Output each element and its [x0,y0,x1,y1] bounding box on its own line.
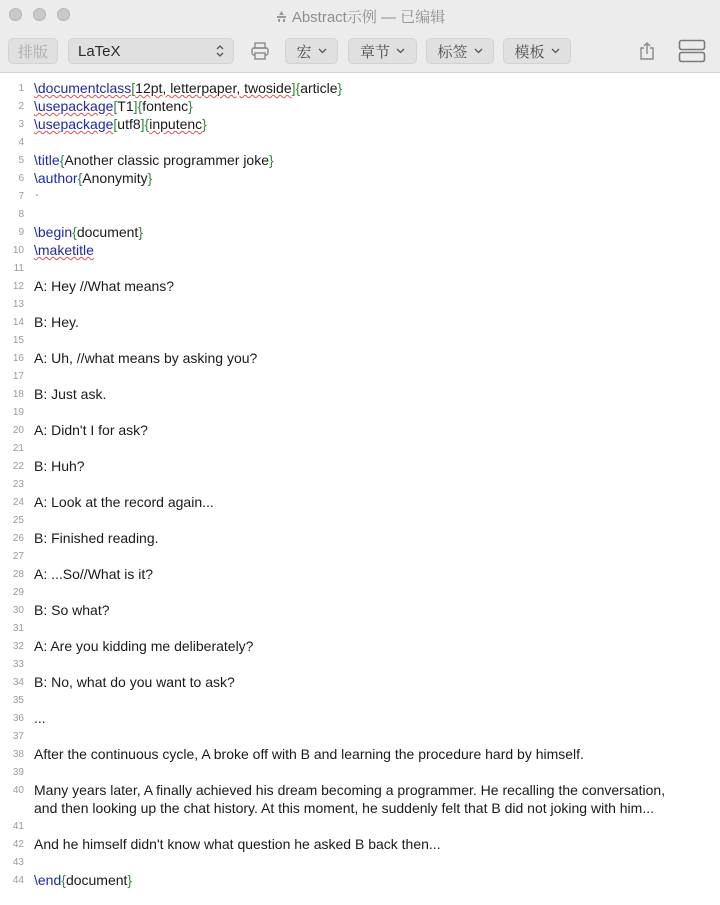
code-line [0,547,720,565]
line-number: 6 [18,173,24,184]
line-number: 43 [12,857,24,868]
code-line [0,241,720,259]
code-line [0,835,720,853]
line-number: 25 [12,515,24,526]
argument: Anonymity [82,170,148,186]
argument: article [300,80,338,96]
chevron-down-icon [318,48,327,54]
window-title [0,6,720,27]
line-number: 3 [18,119,24,130]
line-content: Many years later, A finally achieved his dream becoming a programmer. He recalling the conversation, [34,782,666,798]
code-line [0,313,720,331]
code-line [0,295,720,313]
line-content: B: Just ask. [34,386,107,402]
line-number: 24 [12,497,24,508]
code-line [0,727,720,745]
code-line [0,457,720,475]
bracket: ]{ [291,80,301,96]
share-icon [639,41,655,61]
line-content: B: Finished reading. [34,530,159,546]
argument: Another classic programmer joke [64,152,270,168]
line-number: 1 [18,83,24,94]
code-line [0,79,720,97]
line-content [34,97,193,115]
argument: fontenc [142,98,189,114]
line-number: 27 [12,551,24,562]
line-number: 19 [12,407,24,418]
bracket: { [77,170,83,186]
code-line [0,817,720,835]
line-content [34,871,132,889]
tag-label: 标签 [437,43,468,61]
line-content [34,241,94,259]
code-line [0,619,720,637]
bracket: } [127,872,133,888]
print-button[interactable] [248,40,272,62]
code-line [0,169,720,187]
line-content: And he himself didn't know what question he asked B back then... [34,836,441,852]
line-number: 39 [12,767,24,778]
line-number: 32 [12,641,24,652]
bracket: } [269,152,274,168]
line-number: 37 [12,731,24,742]
line-number: 9 [18,227,24,238]
line-number: 28 [12,569,24,580]
line-content: A: Uh, //what means by asking you? [34,350,258,366]
line-number: 29 [12,587,24,598]
chevron-down-icon [551,48,560,54]
code-line [0,277,720,295]
line-number: 15 [12,335,24,346]
code-line [0,781,720,799]
code-line [0,223,720,241]
code-line [0,853,720,871]
line-number: 21 [12,443,24,454]
bracket: { [59,152,65,168]
line-number: 41 [12,821,24,832]
code-line [0,511,720,529]
line-content [34,169,152,187]
bracket: } [337,80,343,96]
code-line [0,151,720,169]
code-line [0,709,720,727]
chevron-down-icon [474,48,483,54]
line-number: 14 [12,317,24,328]
latex-command: \maketitle [34,242,94,258]
latex-command: \begin [34,224,73,240]
code-line [0,97,720,115]
code-line [0,367,720,385]
line-number: 18 [12,389,24,400]
code-line [0,691,720,709]
macro-label: 宏 [296,43,312,61]
latex-command: \documentclass [34,80,132,96]
code-line [0,439,720,457]
line-content [34,151,274,169]
code-line [0,745,720,763]
argument: document [65,872,128,888]
line-number: 42 [12,839,24,850]
chevron-down-icon [396,48,405,54]
line-number: 35 [12,695,24,706]
line-number: 44 [12,875,24,886]
line-content: B: Huh? [34,458,85,474]
tag-menu-button[interactable] [426,38,494,64]
code-line [0,529,720,547]
source-editor[interactable] [0,73,720,905]
typeset-button[interactable] [8,38,58,64]
share-button[interactable] [636,38,658,64]
line-number: 12 [12,281,24,292]
line-number: 36 [12,713,24,724]
line-number: 22 [12,461,24,472]
section-menu-button[interactable] [348,38,417,64]
line-content: B: So what? [34,602,110,618]
document-name: Abstract示例 [291,9,377,26]
line-content: B: No, what do you want to ask? [34,674,235,690]
code-line [0,421,720,439]
latex-command: \usepackage [34,98,114,114]
code-line [0,475,720,493]
engine-value: LaTeX [78,42,121,60]
line-content: ... [34,710,46,726]
code-line [0,871,720,889]
code-line [0,673,720,691]
line-number: 10 [12,245,24,256]
up-down-chevron-icon [215,44,225,58]
code-line [0,655,720,673]
code-line [0,565,720,583]
bracket: } [138,224,144,240]
code-line [0,493,720,511]
line-number: 30 [12,605,24,616]
line-number: 23 [12,479,24,490]
code-line [0,637,720,655]
line-number: 33 [12,659,24,670]
line-number: 38 [12,749,24,760]
line-number: 34 [12,677,24,688]
code-line [0,115,720,133]
line-number: 11 [13,263,24,274]
section-label: 章节 [359,43,390,61]
title-bar [0,0,720,30]
line-content [34,115,207,133]
line-number: 5 [18,155,24,166]
line-content: A: Look at the record again... [34,494,214,510]
line-content: A: ...So//What is it? [34,566,154,582]
line-content [34,223,143,241]
line-content: A: Didn't I for ask? [34,422,148,438]
toolbar [0,30,720,73]
argument: document [76,224,139,240]
template-menu-button[interactable] [503,38,571,64]
line-number: 20 [12,425,24,436]
bracket: ]{ [133,98,143,114]
template-label: 模板 [514,43,545,61]
latex-command: \usepackage [34,116,114,132]
bracket: [ [131,80,136,96]
code-line [0,601,720,619]
bracket: } [188,98,193,114]
argument: T1 [117,98,134,114]
tex-document-icon [275,10,288,23]
argument: utf8 [117,116,141,132]
line-number: 26 [12,533,24,544]
macro-menu-button[interactable] [285,38,338,64]
code-line [0,349,720,367]
argument: 12pt, letterpaper, twoside [135,80,292,96]
code-line [0,763,720,781]
code-line [0,205,720,223]
layout-toggle-button[interactable] [677,38,707,64]
latex-command: \end [34,872,62,888]
engine-select[interactable] [68,38,234,64]
line-number: 2 [18,101,24,112]
edited-status: — 已编辑 [381,9,446,26]
split-view-icon [678,39,706,63]
whitespace-marker [36,194,38,196]
bracket: ]{ [140,116,150,132]
code-line [0,583,720,601]
code-line-wrap [0,799,720,817]
code-line [0,187,720,205]
bracket: } [147,170,153,186]
line-content: After the continuous cycle, A broke off with B and learning the procedure hard by himself. [34,746,584,762]
code-line [0,331,720,349]
argument: inputenc [149,116,203,132]
bracket: { [72,224,77,240]
typeset-label: 排版 [17,43,48,61]
code-line [0,259,720,277]
line-number: 16 [12,353,24,364]
line-content: A: Are you kidding me deliberately? [34,638,254,654]
latex-command: \title [34,152,60,168]
line-content [34,79,342,97]
latex-command: \author [34,170,78,186]
line-number: 13 [12,299,24,310]
bracket: { [61,872,66,888]
code-line [0,385,720,403]
line-number: 17 [12,371,24,382]
printer-icon [250,42,270,60]
code-line [0,403,720,421]
wrapped-line-content: and then looking up the chat history. At this moment, he suddenly felt that B did not joking with him... [34,800,654,816]
line-content: B: Hey. [34,314,79,330]
line-number: 31 [12,623,24,634]
line-content: A: Hey //What means? [34,278,175,294]
line-number: 7 [18,191,24,202]
line-number: 8 [18,209,24,220]
bracket: [ [113,116,118,132]
code-line [0,133,720,151]
line-number: 40 [12,785,24,796]
bracket: } [202,116,207,132]
line-number: 4 [18,137,24,148]
bracket: [ [113,98,118,114]
